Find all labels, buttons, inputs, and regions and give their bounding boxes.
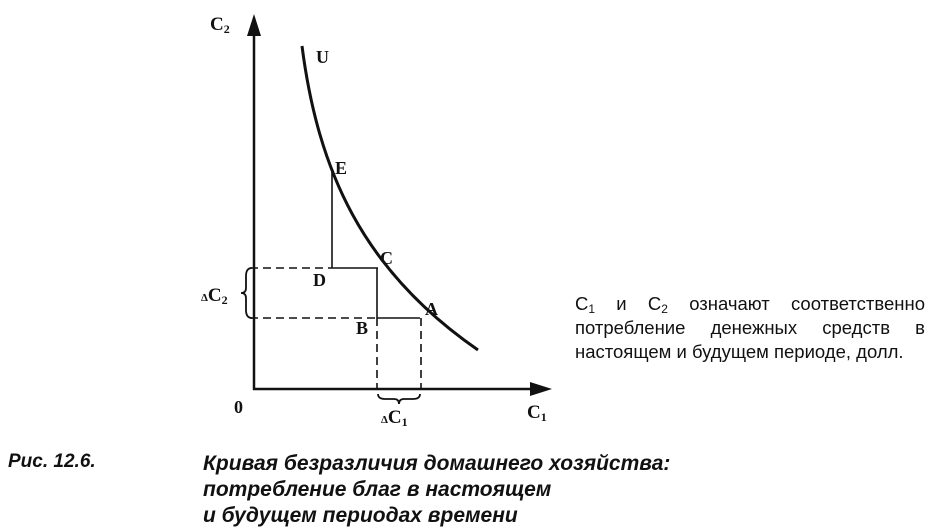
y-axis-label: C2 <box>210 14 230 36</box>
x-axis-label: C1 <box>527 402 547 424</box>
figure-caption <box>203 451 803 529</box>
note-c2-sub: 2 <box>661 302 668 316</box>
point-label-a: A <box>425 299 438 319</box>
brace-delta-c1 <box>378 394 420 404</box>
point-label-b: B <box>356 318 369 338</box>
note-c1-sub: 1 <box>588 302 596 316</box>
point-label-d: D <box>313 270 326 290</box>
note-text: означают соответственно потребление денежных средств в настоящем и будущем периоде, долл. <box>575 293 925 362</box>
curve-label-u: U <box>316 47 329 67</box>
origin-label: 0 <box>234 397 243 417</box>
y-axis-arrow-icon <box>247 14 261 36</box>
delta-c1-label: ΔC1 <box>381 407 408 429</box>
point-label-e: E <box>335 158 348 178</box>
x-axis-arrow-icon <box>530 382 552 396</box>
caption-line-1: Кривая безразличия домашнего хозяйства: <box>203 452 671 475</box>
note-and: и <box>595 293 648 314</box>
indifference-curve-u <box>302 46 478 350</box>
note-c2: C <box>647 293 662 314</box>
delta-c2-label: ΔC2 <box>201 285 228 307</box>
point-label-c: C <box>380 248 393 268</box>
figure-number: Рис. 12.6. <box>8 451 96 472</box>
side-note <box>575 292 925 364</box>
indifference-curve-diagram <box>0 0 560 440</box>
caption-line-3: и будущем периодах времени <box>203 504 518 527</box>
caption-line-2: потребление благ в настоящем <box>203 478 552 501</box>
brace-delta-c2 <box>241 268 252 318</box>
note-c1: C <box>575 293 589 314</box>
